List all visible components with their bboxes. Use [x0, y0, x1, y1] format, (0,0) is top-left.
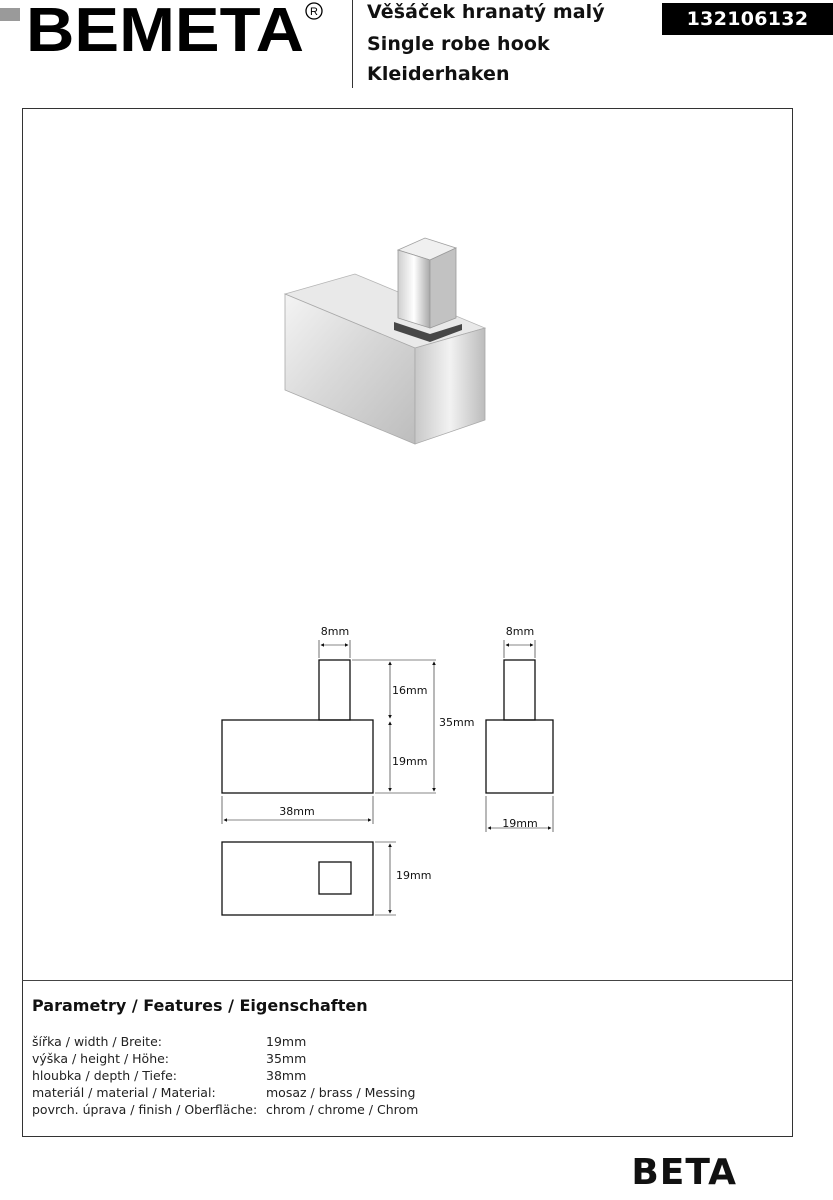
features-heading: Parametry / Features / Eigenschaften	[32, 996, 368, 1015]
dim-total-height: 35mm	[439, 716, 475, 729]
side-view-post	[504, 660, 535, 720]
spec-label: povrch. úprava / finish / Oberfläche:	[32, 1102, 258, 1117]
spec-label: hloubka / depth / Tiefe:	[32, 1068, 177, 1083]
brand-name: BEMETA	[26, 0, 304, 60]
dim-side-depth: 19mm	[502, 817, 538, 830]
spec-row-material	[32, 1084, 415, 1101]
bemeta-logo	[0, 0, 330, 60]
dim-top-view-width: 19mm	[396, 869, 432, 882]
spec-row-height	[32, 1050, 306, 1067]
dim-front-post-width: 8mm	[320, 625, 350, 638]
technical-drawings	[200, 620, 600, 930]
spec-row-finish	[32, 1101, 418, 1118]
spec-value: 19mm	[266, 1034, 307, 1049]
product-title-en: Single robe hook	[367, 33, 550, 55]
spec-value: 35mm	[266, 1051, 307, 1066]
dim-base-length: 38mm	[279, 805, 315, 818]
top-view-post	[319, 862, 351, 894]
front-view-post	[319, 660, 350, 720]
product-title-cs: Věšáček hranatý malý	[367, 1, 605, 23]
spec-row-depth	[32, 1067, 306, 1084]
product-title-de: Kleiderhaken	[367, 63, 510, 85]
spec-value: chrom / chrome / Chrom	[266, 1102, 419, 1117]
dim-base-height: 19mm	[392, 755, 428, 768]
spec-label: šířka / width / Breite:	[32, 1034, 162, 1049]
product-code-badge: 132106132	[662, 3, 833, 35]
spec-label: výška / height / Höhe:	[32, 1051, 170, 1066]
spec-value: mosaz / brass / Messing	[266, 1085, 416, 1100]
dim-post-height: 16mm	[392, 684, 428, 697]
spec-value: 38mm	[266, 1068, 307, 1083]
frame-divider	[22, 980, 793, 981]
title-separator	[352, 0, 353, 88]
dim-side-post-width: 8mm	[505, 625, 535, 638]
svg-text:R: R	[310, 6, 318, 18]
robe-hook-photo	[270, 232, 500, 454]
series-name: BETA	[631, 1152, 737, 1193]
spec-row-width	[32, 1033, 306, 1050]
side-view-base	[486, 720, 553, 793]
spec-label: materiál / material / Material:	[32, 1085, 216, 1100]
front-view-base	[222, 720, 373, 793]
